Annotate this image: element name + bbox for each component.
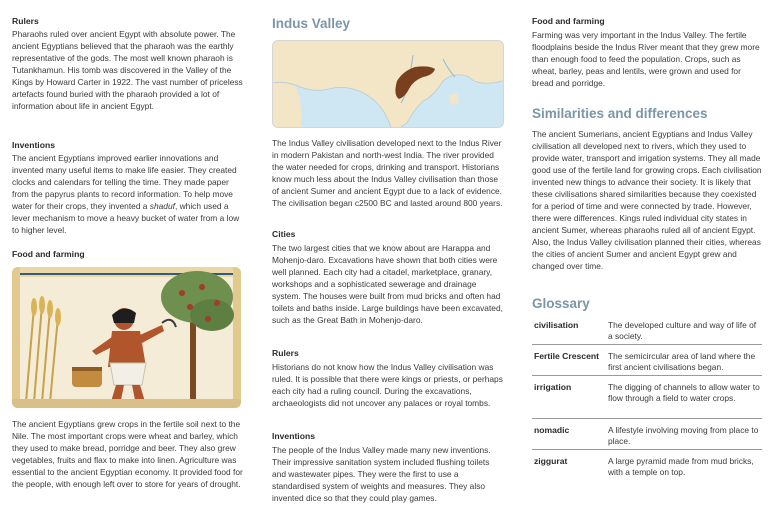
glossary-divider	[532, 449, 762, 450]
indus-valley-title: Indus Valley	[272, 16, 351, 31]
similarities-title: Similarities and differences	[532, 106, 708, 121]
egypt-food-heading: Food and farming	[12, 249, 85, 259]
glossary-definition: A lifestyle involving moving from place to place.	[608, 425, 759, 446]
glossary-term: nomadic	[534, 425, 570, 435]
indus-valley-map-image	[272, 40, 504, 128]
glossary-definition: A large pyramid made from mud bricks, with a temple on top.	[608, 456, 754, 477]
indus-intro-text: The Indus Valley civilisation developed next to the Indus River in modern Pakistan and north-west India. The river provided the water needed for crops, drinking and transport. Historians know much less about the Indus Valley civilisation than those of ancient Sumer and ancient Egypt due to a lack of evidence. The civilisation began c2500 BC and lasted around 800 years.	[272, 138, 503, 208]
glossary-definition: The developed culture and way of life of a society.	[608, 320, 757, 341]
indus-inventions-heading: Inventions	[272, 431, 315, 441]
shaduf-term: shaduf	[149, 201, 175, 211]
glossary-definition: The semicircular area of land where the first ancient civilisations began.	[608, 351, 756, 372]
glossary-divider	[532, 418, 762, 419]
indus-cities-heading: Cities	[272, 229, 296, 239]
indus-cities-text: The two largest cities that we know about are Harappa and Mohenjo-daro. Excavations have shown that both cities were well planned. Each city had a citadel, marketplace, granary, workshops and a sophisticated sewerage and drainage system. The houses were built from mud bricks and often had toilets and baths inside. Large buildings have been excavated, such as the Great Bath in Mohenjo-daro.	[272, 243, 503, 325]
egypt-inventions-text: The ancient Egyptians improved earlier innovations and invented many useful items to make life easier. They created clocks and calendars for telling the time. They made paper from the papyrus plants to record information. To help move water for their crops, they invented a shaduf, which used a lever mechanism to move a heavy bucket of water from a low to higher level.	[12, 153, 240, 235]
egyptian-farming-mural-image	[12, 267, 241, 408]
glossary-divider	[532, 375, 762, 376]
glossary-term: irrigation	[534, 382, 572, 392]
glossary-term: civilisation	[534, 320, 579, 330]
glossary-definition: The digging of channels to allow water to flow through a field to water crops.	[608, 382, 760, 403]
egypt-rulers-heading: Rulers	[12, 16, 39, 26]
indus-food-heading: Food and farming	[532, 16, 605, 26]
glossary-term: Fertile Crescent	[534, 351, 599, 361]
indus-food-text: Farming was very important in the Indus Valley. The fertile floodplains beside the Indus River meant that they grew more than enough food to feed the population. Crops, such as wheat, barley, peas and lentils, were grown and used for bread and porridge.	[532, 30, 760, 88]
similarities-text: The ancient Sumerians, ancient Egyptians and Indus Valley civilisation all developed next to rivers, which they used to provide water, transport and irrigation systems. They all made good use of the fertile land for growing crops. Each civilisation invented new things to advance their society. It is likely that these civilisations shared similarities because they coexisted for a period of time and were connected by trade. However, there were differences. Kings ruled individual city states in ancient Sumer, whereas pharaohs ruled all of ancient Egypt. Also, the Indus Valley civilisation planned their cities, whereas the cities of ancient Sumer and ancient Egypt grew and changed over time.	[532, 129, 762, 271]
glossary-divider	[532, 344, 762, 345]
egypt-inventions-heading: Inventions	[12, 140, 55, 150]
indus-rulers-heading: Rulers	[272, 348, 299, 358]
glossary-title: Glossary	[532, 296, 590, 311]
indus-rulers-text: Historians do not know how the Indus Valley civilisation was ruled. It is possible that there were kings or priests, or perhaps each city had a ruling council. During the excavations, archaeologists did not uncover any palaces or royal tombs.	[272, 362, 503, 408]
indus-inventions-text: The people of the Indus Valley made many new inventions. Their impressive sanitation system included flushing toilets and wastewater pipes. They were the first to use a standardised system of weights and measures. They also invented dice so that they could play games.	[272, 445, 491, 503]
egypt-food-text: The ancient Egyptians grew crops in the fertile soil next to the Nile. The most important crops were wheat and barley, which they used to make bread, porridge and beer. They also grew vegetables, fruits and flax to make into linen. Agriculture was essential to the ancient Egyptian economy. It provided food for the people, with enough left over to store for years of drought.	[12, 419, 243, 489]
egypt-rulers-text: Pharaohs ruled over ancient Egypt with absolute power. The ancient Egyptians believed that the pharaoh was the earthly representative of the gods. The most well known pharaoh is Tutankhamun. His tomb was discovered in the Valley of the Kings by Howard Carter in 1922. The vast number of priceless artefacts found buried with the pharaoh provided a lot of information about life in ancient Egypt.	[12, 29, 243, 111]
glossary-term: ziggurat	[534, 456, 568, 466]
